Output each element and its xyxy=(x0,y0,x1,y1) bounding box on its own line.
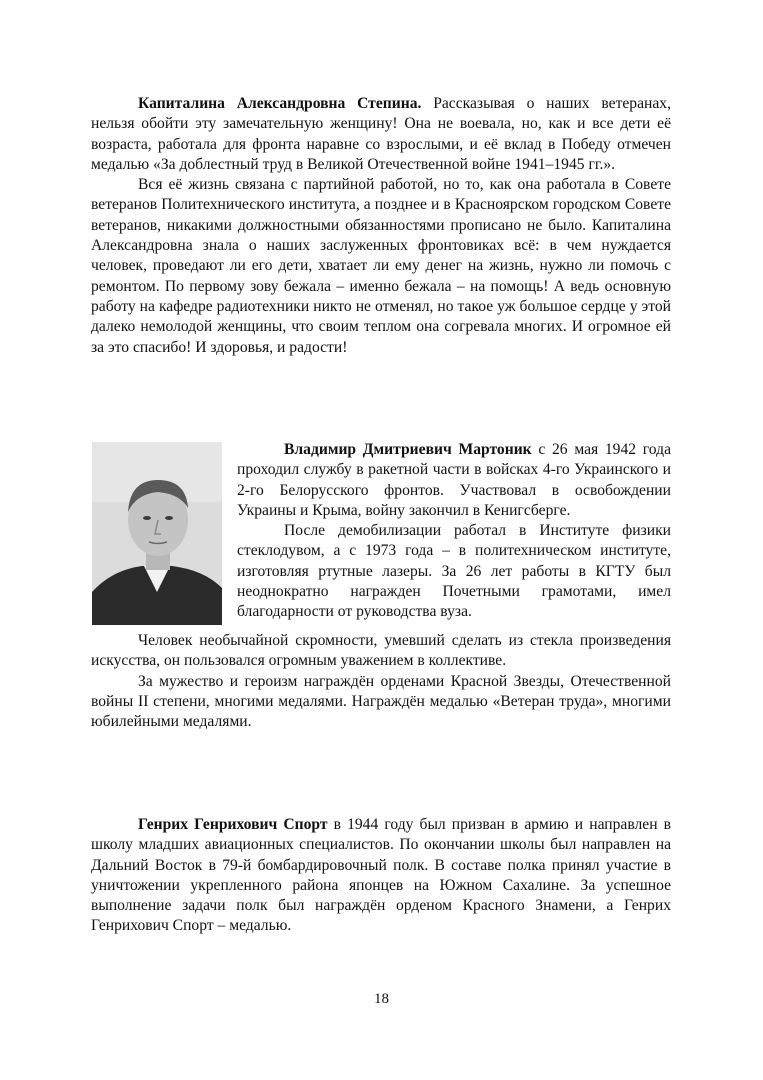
paragraph xyxy=(237,440,671,521)
biography-side-text xyxy=(237,440,671,623)
paragraph: Человек необычайной скромности, умевший сделать из стекла произведения искусства, он пользовался огромным уважением в коллективе. xyxy=(91,632,671,670)
portrait-photo xyxy=(92,442,222,625)
paragraph xyxy=(91,94,671,175)
paragraph: Вся её жизнь связана с партийной работой, но то, как она работала в Совете ветеранов Политехнического института, а позднее и в Красноярском городском Совете ветеранов, никакими должностными обязанностями прописано не было. Капиталина Александровна знала о наших заслуженных фронтовиках всё: в чем нуждается человек, проведают ли его дети, хватает ли ему денег на жизнь, нужно ли помочь с ремонтом. По первому зову бежала – именно бежала – на помощь! А ведь основную работу на кафедре радиотехники никто не отменял, но такое уж большое сердце у этой далеко немолодой женщины, что своим теплом она согревала многих. И огромное ей за это спасибо! И здоровья, и радости! xyxy=(91,176,671,356)
page-number: 18 xyxy=(374,991,389,1007)
person-name: Владимир Дмитриевич Мартоник xyxy=(284,441,532,458)
paragraph xyxy=(91,815,671,937)
paragraph-text: Рассказывая о наших ветеранах, нельзя обойти эту замечательную женщину! Она не воевала, но, как и все дети её возраста, работала для фронта наравне со взрослыми, и её вклад в Победу отмечен медалью «За доблестный труд в Великой Отечественной войне 1941–1945 гг.». xyxy=(91,95,671,173)
paragraph: За мужество и героизм награждён орденами Красной Звезды, Отечественной войны II степени, многими медалями. Награждён медалью «Ветеран труда», многими юбилейными медалями. xyxy=(91,672,671,731)
paragraph: После демобилизации работал в Институте физики стеклодувом, а с 1973 года – в политехническом институте, изготовляя ртутные лазеры. За 26 лет работы в КГТУ был неоднократно награжден Почетными грамотами, имел благодарности от руководства вуза. xyxy=(237,522,671,621)
section-sport xyxy=(91,815,671,937)
section-martonik xyxy=(91,440,671,732)
person-name: Капиталина Александровна Степина. xyxy=(138,95,422,112)
section-stepina xyxy=(91,94,671,358)
paragraph-text: с 26 мая 1942 года проходил службу в ракетной части в войсках 4-го Украинского и 2-го Белорусского фронтов. Участвовал в освобождении Украины и Крыма, войну закончил в Кенигсберге. xyxy=(237,441,671,519)
person-name: Генрих Генрихович Спорт xyxy=(138,816,328,833)
paragraph-text: в 1944 году был призван в армию и направлен в школу младших авиационных специалистов. По окончании школы был направлен на Дальний Восток в 79-й бомбардировочный полк. В составе полка принял участие в уничтожении укрепленного района японцев на Южном Сахалине. За успешное выполнение задачи полк был награждён орденом Красного Знамени, а Генрих Генрихович Спорт – медалью. xyxy=(91,816,671,935)
